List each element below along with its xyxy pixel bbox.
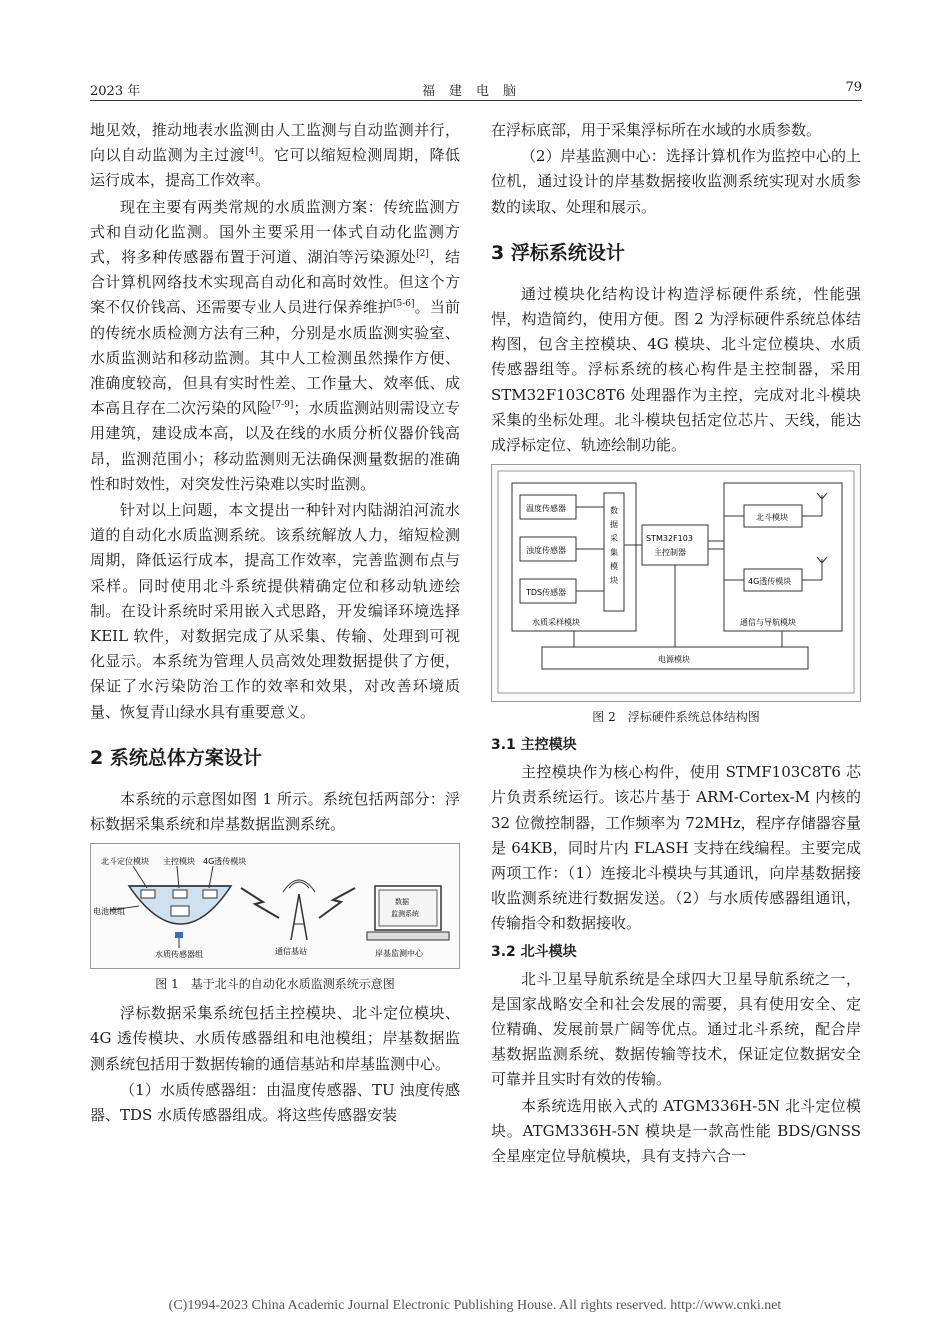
master-box <box>173 890 187 898</box>
fig1-label-battery: 电池模组 <box>93 907 125 917</box>
paragraph: 地见效，推动地表水监测由人工监测与自动监测并行，向以自动监测为主过渡[4]。它可以缩短检测周期，降低运行成本，提高工作效率。 <box>90 121 460 190</box>
fig1-label-sensors: 水质传感器组 <box>155 950 203 960</box>
fig2-label-turb: 浊度传感器 <box>526 546 566 556</box>
header-journal: 福建电脑 <box>421 84 530 99</box>
subsection-3-2-title: 3.2 北斗模块 <box>491 943 577 960</box>
header-page-number: 79 <box>845 80 862 95</box>
figure-1-caption: 图 1 基于北斗的自动化水质监测系统示意图 <box>155 977 395 992</box>
paragraph: 在浮标底部，用于采集浮标所在水域的水质参数。 <box>491 121 822 139</box>
mcu-box <box>642 525 708 565</box>
citation-marker: [4] <box>245 147 259 158</box>
fig1-label-beidou: 北斗定位模块 <box>101 857 149 867</box>
figure-2-diagram <box>492 465 860 701</box>
section-3-title: 3 浮标系统设计 <box>491 241 625 264</box>
page-header <box>90 78 862 101</box>
citation-marker: [7-9] <box>271 400 294 411</box>
fig2-daq-char: 采 <box>610 534 618 544</box>
paragraph: （2）岸基监测中心：选择计算机作为监控中心的上位机，通过设计的岸基数据接收监测系统实现对水质参数的读取、处理和展示。 <box>491 147 861 216</box>
beidou-box <box>141 890 155 898</box>
fig2-label-comm: 通信与导航模块 <box>740 618 796 628</box>
paragraph: 主控模块作为核心构件，使用 STMF103C8T6 芯片负责系统运行。该芯片基于 ARM-Cortex-M 内核的 32 位微控制器，工作频率为 72MHz，程序存储器容量是 64KB，同时片内 FLASH 支持在线编程。主要完成两项工作：（1）连接北斗模块与其通讯，向岸基数据接收监测系统进行数据发送。（2）与水质传感器组通讯，传输指令和数据接收。 <box>491 763 861 933</box>
paragraph: 现在主要有两类常规的水质监测方案：传统监测方式和自动化监测。国外主要采用一体式自动化监测方式，将多种传感器布置于河道、湖泊等污染源处[2]，结合计算机网络技术实现高自动化和高时效性。但这个方案不仅价钱高、还需要专业人员进行保养维护[5-6]。当前的传统水质检测方法有三种，分别是水质监测实验室、水质监测站和移动监测。其中人工检测虽然操作方便、准确度较高，但具有实时性差、工作量大、效率低、成本高且存在二次污染的风险[7-9]；水质监测站则需设立专用建筑，建设成本高，以及在线的水质分析仪器价钱高昂，监测范围小；移动监测则无法确保测量数据的准确性和时效性，对突发性污染难以实时监测。 <box>90 197 460 493</box>
fig1-label-station: 通信基站 <box>275 947 307 957</box>
fig2-daq-char: 模 <box>610 562 618 572</box>
paragraph: 浮标数据采集系统包括主控模块、北斗定位模块、4G 透传模块、水质传感器组和电池模组；岸基数据监测系统包括用于数据传输的通信基站和岸基监测中心。 <box>90 1004 460 1073</box>
section-2-title: 2 系统总体方案设计 <box>90 746 262 769</box>
fig2-daq-char: 集 <box>610 548 618 558</box>
left-column <box>90 118 460 1129</box>
figure-1 <box>90 843 460 969</box>
battery-box <box>171 906 189 916</box>
subsection-3-1-title: 3.1 主控模块 <box>491 737 577 754</box>
sensor-mark <box>175 932 183 938</box>
fig1-screen-text-1: 数据 <box>395 898 409 907</box>
fig1-screen-text-2: 监测系统 <box>391 910 419 919</box>
paragraph: （1）水质传感器组：由温度传感器、TU 浊度传感器、TDS 水质传感器组成。将这些传感器安装 <box>90 1080 460 1125</box>
base-station-icon <box>283 880 315 940</box>
fig1-label-master: 主控模块 <box>163 857 195 867</box>
citation-marker: [5-6] <box>393 299 415 310</box>
paragraph: 北斗卫星导航系统是全球四大卫星导航系统之一，是国家战略安全和社会发展的需要，具有使用安全、定位精确、发展前景广阔等优点。通过北斗系统，配合岸基数据监测系统、数据传输等技术，保证定位数据安全可靠并且实时有效的传输。 <box>491 969 861 1089</box>
fig2-label-mcu1: STM32F103 <box>646 534 693 544</box>
paragraph: 针对以上问题，本文提出一种针对内陆湖泊河流水道的自动化水质监测系统。该系统解放人力，缩短检测周期，降低运行成本，提高工作效率，完善监测布点与采样。同时使用北斗系统提供精确定位和移动轨迹绘制。在设计系统时采用嵌入式思路，开发编译环境选择 KEIL 软件，对数据完成了从采集、传输、处理到可视化显示。本系统为管理人员高效处理数据提供了方便，保证了水污染防治工作的效率和效果，对改善环境质量、恢复青山绿水具有重要意义。 <box>90 501 460 721</box>
paragraph: 本系统的示意图如图 1 所示。系统包括两部分：浮标数据采集系统和岸基数据监测系统。 <box>90 789 460 834</box>
paragraph: 本系统选用嵌入式的 ATGM336H-5N 北斗定位模块。ATGM336H-5N 模块是一款高性能 BDS/GNSS 全星座定位导航模块，具有支持六合一 <box>491 1096 861 1166</box>
fig2-label-wq: 水质采样模块 <box>532 618 580 628</box>
fig2-label-temp: 温度传感器 <box>526 504 566 514</box>
fig2-daq-char: 块 <box>610 576 618 586</box>
fig2-daq-char: 数 <box>610 506 618 516</box>
copyright-footer: (C)1994-2023 China Academic Journal Electronic Publishing House. All rights reserved. http://www.cnki.net <box>168 1298 782 1313</box>
fig2-label-bd: 北斗模块 <box>756 513 788 523</box>
paragraph: 通过模块化结构设计构造浮标硬件系统，性能强悍，构造简约，使用方便。图 2 为浮标硬件系统总体结构图，包含主控模块、4G 模块、北斗定位模块、水质传感器组等。浮标系统的核心构件是主控制器，采用 STM32F103C8T6 处理器作为主控，完成对北斗模块采集的坐标处理。北斗模块包括定位芯片、天线，能达成浮标定位、轨迹绘制功能。 <box>491 284 861 455</box>
fig2-label-lte: 4G透传模块 <box>748 577 792 587</box>
figure-2 <box>491 464 861 702</box>
fig2-label-tds: TDS传感器 <box>526 588 567 598</box>
header-year: 2023 年 <box>90 84 141 99</box>
fig2-label-power: 电源模块 <box>658 655 690 665</box>
citation-marker: [2] <box>416 249 429 260</box>
fig2-daq-char: 据 <box>610 520 618 530</box>
signal-zigzag-2 <box>319 888 355 918</box>
fig1-label-center: 岸基监测中心 <box>375 949 423 959</box>
fig2-label-mcu2: 主控制器 <box>654 548 686 558</box>
figure-2-caption: 图 2 浮标硬件系统总体结构图 <box>592 710 760 725</box>
lte-box <box>203 890 217 898</box>
fig1-label-lte: 4G透传模块 <box>203 857 247 867</box>
figure-1-diagram <box>91 844 459 968</box>
signal-zigzag-1 <box>241 888 279 918</box>
right-column <box>491 118 861 1170</box>
